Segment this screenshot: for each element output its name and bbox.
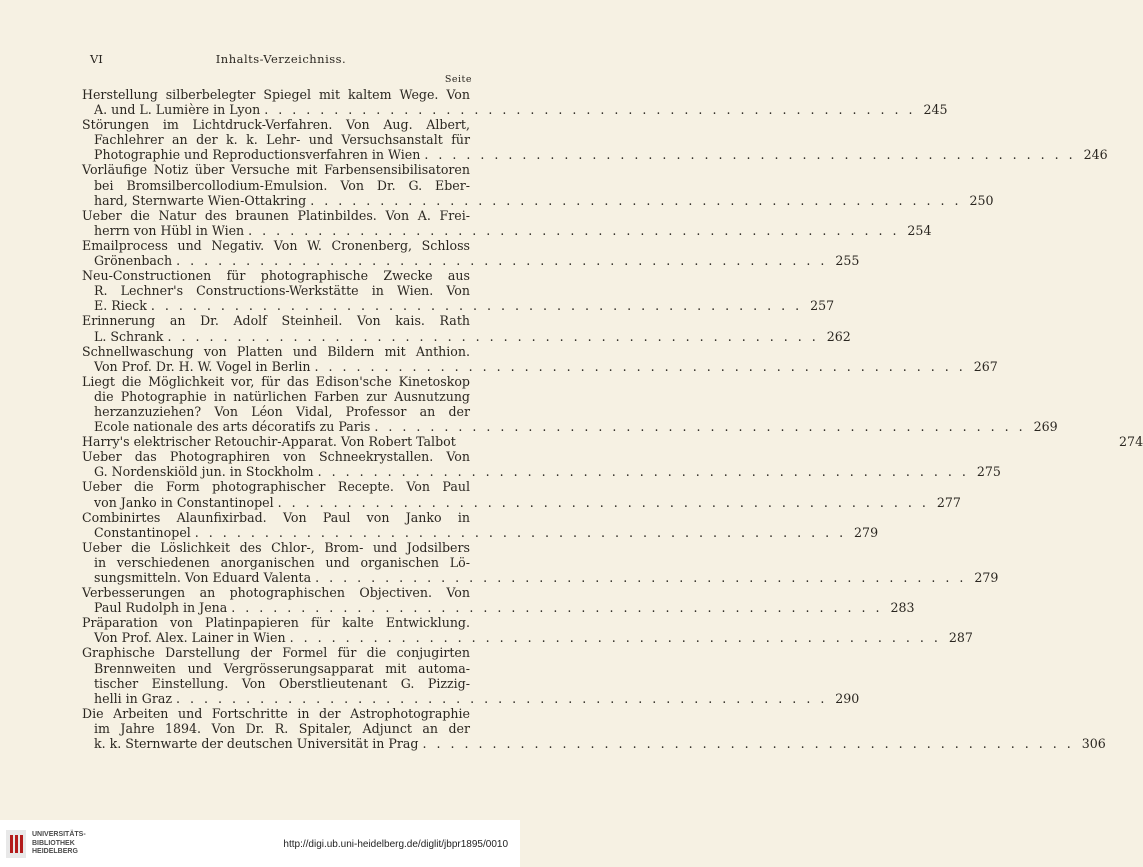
toc-entry-text: Ueber die Natur des braunen Platinbildes. Von A. Frei-	[82, 207, 470, 223]
toc-entry-text: Erinnerung an Dr. Adolf Steinheil. Von kais. Rath	[82, 313, 470, 329]
footer-bar	[0, 820, 520, 867]
toc-entry	[82, 237, 860, 269]
table-of-contents	[82, 87, 1143, 752]
library-logo-icon	[6, 830, 26, 858]
toc-entry-text: herrn von Hübl in Wien	[94, 222, 245, 238]
toc-entry-text: Herstellung silberbelegter Spiegel mit kaltem Wege. Von	[82, 87, 470, 102]
toc-entry-text: L. Schrank	[94, 328, 164, 344]
dot-leader	[306, 193, 961, 208]
toc-entry-text: Präparation von Platinpapieren für kalte Entwicklung.	[82, 615, 470, 631]
toc-entry-last-line	[82, 494, 961, 510]
toc-entry-text: Verbesserungen an photographischen Objectiven. Von	[82, 585, 470, 601]
toc-page-number: 262	[826, 328, 851, 344]
toc-entry	[82, 207, 932, 238]
dot-leader	[370, 419, 1025, 434]
toc-page-number: 275	[976, 464, 1001, 480]
toc-entry-text: Ueber das Photographiren von Schneekrystallen. Von	[82, 449, 470, 465]
dot-leader	[172, 691, 827, 706]
toc-entry-last-line	[82, 434, 1143, 450]
toc-entry-text: Ecole nationale des arts décoratifs zu Paris	[94, 419, 371, 435]
toc-entry-last-line	[82, 253, 860, 269]
toc-entry	[82, 615, 973, 646]
toc-entry-last-line	[82, 464, 1001, 480]
dot-leader	[314, 464, 969, 479]
toc-entry-text: Vorläufige Notiz über Versuche mit Farbensensibilisatoren	[82, 162, 470, 178]
toc-entry	[82, 373, 1058, 435]
toc-entry-last-line	[82, 328, 851, 344]
toc-page-number: 246	[1083, 147, 1108, 163]
toc-entry-text: herzanzuziehen? Von Léon Vidal, Professor an der	[94, 403, 470, 419]
toc-entry-text: Constantinopel	[94, 524, 191, 540]
page-header	[90, 52, 472, 68]
toc-page-number: 277	[936, 494, 961, 510]
toc-entry-text: Emailprocess und Negativ. Von W. Cronenberg, Schloss	[82, 237, 470, 253]
toc-entry-text: die Photographie in natürlichen Farben zur Ausnutzung	[94, 388, 470, 404]
dot-leader	[286, 630, 941, 645]
toc-entry-text: bei Bromsilbercollodium-Emulsion. Von Dr. G. Eber-	[94, 177, 470, 193]
dot-leader	[227, 600, 882, 615]
toc-entry	[82, 645, 860, 706]
toc-page-number: 290	[835, 690, 860, 706]
dot-leader	[191, 525, 846, 540]
toc-entry	[82, 585, 915, 616]
dot-leader	[163, 329, 818, 344]
toc-entry-text: tischer Einstellung. Von Oberstlieutenant G. Pizzig-	[94, 675, 470, 691]
toc-entry-text: Ueber die Löslichkeit des Chlor-, Brom- und Jodsilbers	[82, 539, 470, 555]
toc-entry-text: Von Prof. Dr. H. W. Vogel in Berlin	[94, 358, 311, 374]
toc-entry-last-line	[82, 102, 948, 118]
toc-page-number: 274	[1119, 434, 1143, 450]
toc-entry	[82, 509, 879, 540]
toc-entry-last-line	[82, 570, 999, 585]
toc-entry-text: im Jahre 1894. Von Dr. R. Spitaler, Adjunct an der	[94, 720, 470, 736]
dot-leader	[311, 359, 966, 374]
toc-entry-text: k. k. Sternwarte der deutschen Universität in Prag	[94, 736, 419, 752]
toc-entry	[82, 705, 1106, 752]
toc-entry-text: R. Lechner's Constructions-Werkstätte in Wien. Von	[94, 283, 470, 299]
toc-entry-text: von Janko in Constantinopel	[94, 494, 274, 510]
toc-entry	[82, 479, 961, 510]
toc-entry-last-line	[82, 358, 998, 374]
library-name: UNIVERSITÄTS- BIBLIOTHEK HEIDELBERG	[32, 831, 86, 855]
toc-page-number: 269	[1033, 419, 1058, 435]
toc-page-number: 279	[854, 524, 879, 540]
toc-entry-text: Paul Rudolph in Jena	[94, 600, 228, 616]
toc-page-number: 287	[948, 630, 973, 646]
toc-entry-last-line	[82, 222, 932, 238]
dot-leader	[418, 736, 1073, 751]
toc-entry-text: Brennweiten und Vergrösserungsapparat mit automa-	[94, 660, 470, 676]
toc-entry-last-line	[82, 690, 860, 706]
dot-leader	[274, 495, 929, 510]
toc-entry-text: Harry's elektrischer Retouchir-Apparat. Von Robert Talbot	[82, 434, 456, 450]
toc-entry	[82, 268, 835, 314]
toc-entry-last-line	[82, 600, 915, 616]
toc-entry-text: in verschiedenen anorganischen und organischen Lö-	[94, 554, 470, 570]
toc-entry-text: Von Prof. Alex. Lainer in Wien	[94, 630, 286, 646]
toc-entry-text: hard, Sternwarte Wien-Ottakring	[94, 192, 307, 208]
toc-page-number: 245	[923, 102, 948, 118]
toc-page-number: 306	[1081, 736, 1106, 752]
toc-entry-text: Schnellwaschung von Platten und Bildern mit Anthion.	[82, 343, 470, 359]
toc-entry-last-line	[82, 192, 994, 208]
toc-entry-text: Fachlehrer an der k. k. Lehr- und Versuchsanstalt für	[94, 132, 470, 148]
dot-leader	[244, 223, 899, 238]
toc-entry	[82, 449, 1001, 480]
dot-leader	[172, 253, 827, 268]
dot-leader	[420, 147, 1075, 162]
toc-entry-last-line	[82, 147, 1108, 163]
toc-page-number: 279	[974, 570, 999, 585]
toc-entry-text: Ueber die Form photographischer Recepte. Von Paul	[82, 479, 470, 495]
dot-leader	[311, 570, 966, 585]
toc-entry	[82, 313, 851, 344]
toc-entry	[82, 539, 999, 585]
toc-entry-text: Störungen im Lichtdruck-Verfahren. Von Aug. Albert,	[82, 117, 470, 133]
page-number: VI	[90, 52, 103, 66]
running-title: Inhalts-Verzeichniss.	[215, 52, 347, 66]
toc-page-number: 254	[907, 222, 932, 238]
toc-entry-text: helli in Graz	[94, 690, 173, 706]
dot-leader	[147, 298, 802, 313]
toc-entry	[82, 343, 998, 374]
toc-entry-last-line	[82, 419, 1058, 435]
toc-entry-text: A. und L. Lumière in Lyon	[94, 102, 261, 118]
toc-entry-text: Grönenbach	[94, 253, 173, 269]
toc-entry-text: Die Arbeiten und Fortschritte in der Astrophotographie	[82, 705, 470, 721]
toc-entry-text: Neu-Constructionen für photographische Zwecke aus	[82, 268, 470, 284]
toc-entry-text: E. Rieck	[94, 298, 147, 314]
permalink-link[interactable]: http://digi.ub.uni-heidelberg.de/diglit/jbpr1895/0010	[283, 839, 508, 850]
toc-page-number: 267	[973, 358, 998, 374]
toc-entry-last-line	[82, 298, 835, 314]
toc-page-number: 257	[810, 298, 835, 314]
toc-entry-last-line	[82, 736, 1106, 752]
toc-page-number: 250	[969, 192, 994, 208]
toc-entry-text: Photographie und Reproductionsverfahren in Wien	[94, 147, 421, 163]
toc-entry-text: Combinirtes Alaunfixirbad. Von Paul von Janko in	[82, 509, 470, 525]
toc-entry-text: Liegt die Möglichkeit vor, für das Edison'sche Kinetoskop	[82, 373, 470, 389]
toc-entry-text: Graphische Darstellung der Formel für die conjugirten	[82, 645, 470, 661]
toc-entry-text: G. Nordenskiöld jun. in Stockholm	[94, 464, 314, 480]
toc-entry	[82, 162, 994, 208]
page-column-label: Seite	[444, 74, 472, 85]
toc-entry	[82, 434, 1143, 450]
dot-leader	[260, 102, 915, 117]
toc-entry-last-line	[82, 524, 879, 540]
toc-page-number: 283	[890, 600, 915, 616]
toc-entry-text: sungsmitteln. Von Eduard Valenta	[94, 570, 312, 585]
toc-entry	[82, 117, 1108, 163]
toc-page-number: 255	[835, 253, 860, 269]
toc-entry	[82, 87, 948, 118]
toc-entry-last-line	[82, 630, 973, 646]
